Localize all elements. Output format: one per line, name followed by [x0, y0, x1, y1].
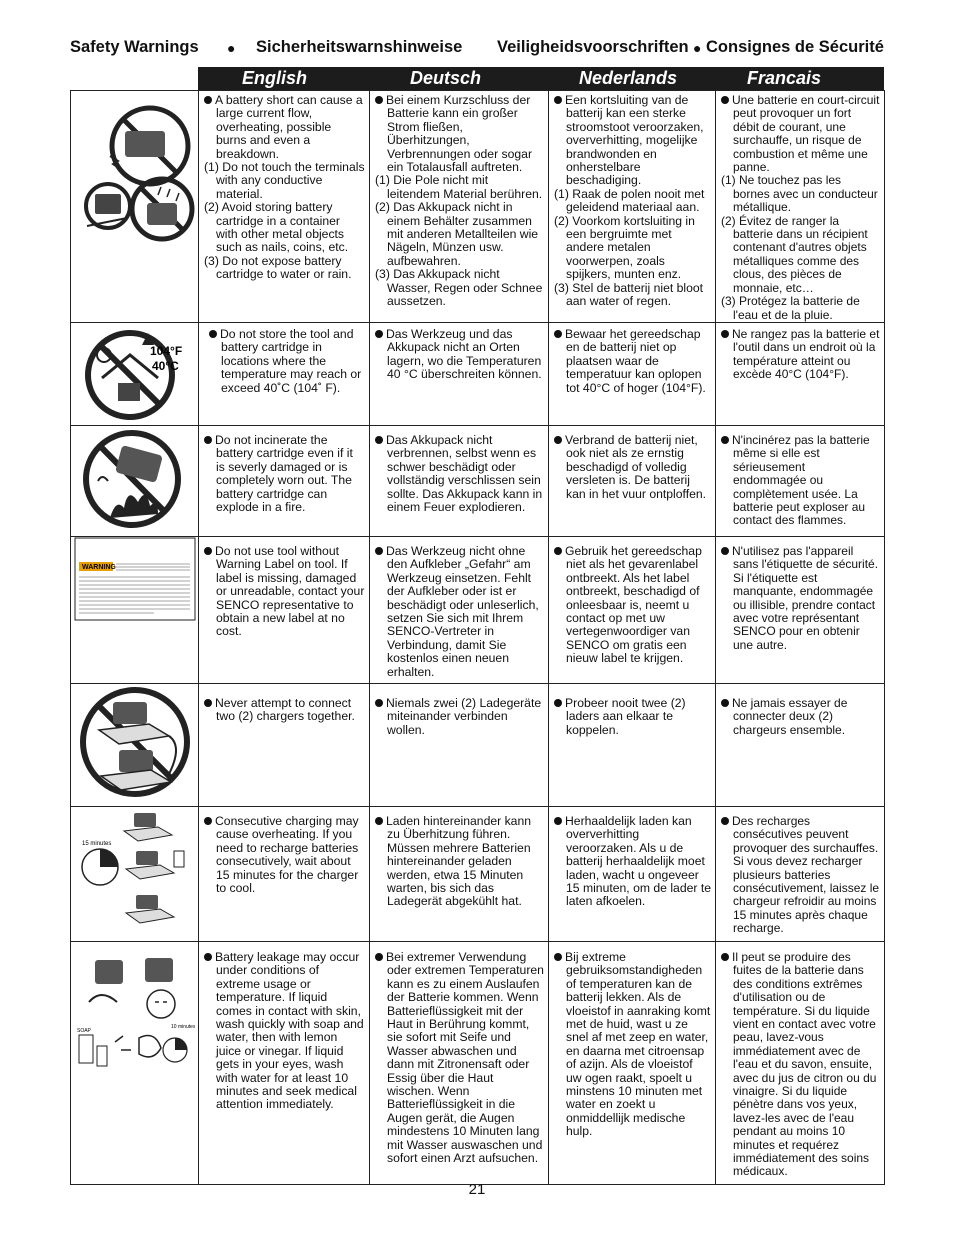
nl-text: Bewaar het gereedschap en de batterij niet op plaatsen waar de temperatuur kan oplopen tot 40°C of hoger (104°F).: [565, 326, 706, 395]
no-fire-icon: [80, 426, 190, 532]
en-cell: [199, 91, 370, 323]
fr-text: Des recharges consécutives peuvent provoquer des surchauffes. Si vous devez recharger plusieurs batteries consécutivement, laissez le chargeur refroidir au moins 15 minutes après chaque recharge.: [732, 813, 880, 936]
lang-francais: Francais: [747, 68, 822, 88]
nl-cell: [549, 322, 716, 425]
nl-cell: [549, 683, 716, 806]
en-cell: [199, 941, 370, 1184]
table-row: [71, 806, 885, 941]
image-cell: [71, 683, 199, 806]
bullet-icon: [375, 953, 383, 961]
bullet-icon: [375, 699, 383, 707]
header-title-de: Sicherheitswarnshinweise: [256, 38, 463, 56]
fr-text: N'incinérez pas la batterie même si elle est sérieusement endommagée ou complètement usée. La batterie peut exploser au contact des flammes.: [732, 432, 870, 528]
en-text: Do not incinerate the battery cartridge even if it is severly damaged or is completely worn out. The battery cartridge can explode in a fire.: [215, 432, 353, 514]
lang-deutsch: Deutsch: [410, 68, 482, 88]
en-cell: [199, 806, 370, 941]
de-cell: [370, 683, 549, 806]
table-row: [71, 91, 885, 323]
de-sub: (3) Das Akkupack nicht Wasser, Regen oder Schnee aussetzen.: [375, 267, 543, 309]
no-connected-chargers-icon: [77, 684, 193, 800]
de-sub: (1) Die Pole nicht mit leitendem Material berühren.: [375, 173, 543, 201]
bullet-icon: [209, 330, 217, 338]
bullet-icon: [721, 953, 729, 961]
fr-cell: [716, 322, 885, 425]
fr-text: Ne jamais essayer de connecter deux (2) chargeurs ensemble.: [732, 695, 848, 737]
fr-sub: (1) Ne touchez pas les bornes avec un conducteur métallique.: [721, 173, 878, 215]
fr-cell: [716, 683, 885, 806]
header-title-en: Safety Warnings: [70, 38, 199, 56]
bullet-icon: [375, 436, 383, 444]
temp-label-c: 40°C: [151, 358, 179, 373]
de-cell: [370, 91, 549, 323]
image-cell: [71, 941, 199, 1184]
en-sub: (2) Avoid storing battery cartridge in a container with other metal objects such as nails, coins, etc.: [204, 200, 349, 255]
nl-cell: [549, 91, 716, 323]
nl-text: Gebruik het gereedschap niet als het gevarenlabel ontbreekt. Als het label ontbreekt, beschadigd of onleesbaar is, neemt u contact op met uw vertegenwoordiger van SENCO om gratis een nieuw label te krijgen.: [565, 543, 702, 666]
bullet-icon: [721, 547, 729, 555]
fr-sub: (3) Protégez la batterie de l'eau et de la pluie.: [721, 294, 860, 322]
clock-label: 15 minutes: [81, 840, 111, 847]
nl-cell: [549, 941, 716, 1184]
image-cell: [71, 322, 199, 425]
minutes-label: 10 minutes: [170, 1023, 195, 1030]
language-bar: [198, 67, 884, 90]
de-text: Das Akkupack nicht verbrennen, selbst wenn es schwer beschädigt oder vollständig verschlissen sein sollte. Das Akkupack kann in einem Feuer explodieren.: [386, 432, 543, 514]
consecutive-charging-icon: [74, 807, 196, 935]
bullet-icon: [554, 953, 562, 961]
de-text: Bei einem Kurzschluss der Batterie kann ein großer Strom fließen, Überhitzungen, Verbrennungen oder sogar ein Totalausfall auftreten.: [386, 93, 533, 175]
fr-cell: [716, 536, 885, 683]
battery-short-circuit-icon: [75, 91, 195, 291]
nl-cell: [549, 806, 716, 941]
bullet-icon: [554, 96, 562, 104]
de-cell: [370, 536, 549, 683]
fr-cell: [716, 941, 885, 1184]
bullet-icon: [375, 330, 383, 338]
header-title-nl: Veiligheidsvoorschriften: [497, 38, 689, 56]
de-text: Laden hintereinander kann zu Überhitzung führen. Müssen mehrere Batterien hintereinander geladen werden, etwa 15 Minuten warten, bis sich das Ladegerät abgekühlt hat.: [386, 813, 532, 909]
fr-text: Une batterie en court-circuit peut provoquer un fort débit de courant, une surchauffe, un risque de combustion et même une panne.: [732, 93, 880, 175]
de-text: Das Werkzeug und das Akkupack nicht an Orten lagern, wo die Temperaturen 40 °C überschreiten können.: [386, 326, 542, 382]
header-separator: ●: [227, 40, 236, 56]
table-row: [71, 536, 885, 683]
temp-label-f: 104°F: [149, 343, 182, 358]
nl-text: Verbrand de batterij niet, ook niet als ze ernstig beschadigd of volledig versleten is. De batterij kan in het vuur ontploffen.: [565, 432, 707, 501]
bullet-icon: [375, 96, 383, 104]
en-text: Never attempt to connect two (2) chargers together.: [215, 695, 355, 724]
soap-label: SOAP: [76, 1027, 91, 1034]
nl-text: Bij extreme gebruiksomstandigheden of temperaturen kan de batterij lekken. Als de vloeistof in aanraking komt met de huid, wast u ze snel af met zeep en water, en daarna met citroensap of azijn. Als de vloeistof uw ogen raakt, spoelt u minstens 10 minuten met water en zoekt u onmiddellijk medische hulp.: [565, 949, 711, 1139]
table-row: [71, 425, 885, 536]
en-sub: (1) Do not touch the terminals with any conductive material.: [204, 160, 365, 201]
fr-cell: [716, 91, 885, 323]
warning-label-image: [74, 537, 196, 621]
en-text: Consecutive charging may cause overheating. If you need to recharge batteries consecutively, wait about 15 minutes for the charger to cool.: [215, 813, 359, 895]
nl-sub: (2) Voorkom kortsluiting in een bergruimte met andere metalen voorwerpen, zoals spijkers, munten enz.: [554, 213, 695, 282]
bullet-icon: [721, 699, 729, 707]
bullet-icon: [721, 436, 729, 444]
en-text: Do not use tool without Warning Label on tool. If label is missing, damaged or unreadable, contact your SENCO representative to obtain a new label at no cost.: [215, 543, 365, 639]
header-title-fr: Consignes de Sécurité: [706, 38, 884, 56]
bullet-icon: [554, 547, 562, 555]
de-text: Bei extremer Verwendung oder extremen Temperaturen kann es zu einem Auslaufen der Batterie kommen. Wenn Batterieflüssigkeit mit der Haut in Berührung kommt, sie sofort mit Seife und Wasser abwaschen und dann mit Zitronensaft oder Essig über die Haut wischen. Wenn Batterieflüssigkeit in die Augen gerät, die Augen mindestens 10 Minuten lang mit Wasser auswaschen und sofort einen Arzt aufsuchen.: [386, 949, 544, 1165]
bullet-icon: [554, 330, 562, 338]
header-separator: ●: [693, 40, 702, 56]
fr-sub: (2) Évitez de ranger la batterie dans un récipient contenant d'autres objets métalliques comme des clous, des pièces de monnaie, etc…: [721, 213, 868, 295]
bullet-icon: [204, 817, 212, 825]
de-cell: [370, 941, 549, 1184]
en-cell: [199, 683, 370, 806]
de-sub: (2) Das Akkupack nicht in einem Behälter zusammen mit anderen Metallteilen wie Nägeln, Münzen usw. aufbewahren.: [375, 200, 539, 268]
nl-cell: [549, 425, 716, 536]
en-sub: (3) Do not expose battery cartridge to water or rain.: [204, 253, 352, 282]
de-text: Niemals zwei (2) Ladegeräte miteinander verbinden wollen.: [386, 695, 542, 737]
table-row: [71, 941, 885, 1184]
bullet-icon: [554, 699, 562, 707]
lang-english: English: [242, 68, 308, 88]
temperature-warning-icon: [80, 323, 190, 421]
bullet-icon: [204, 953, 212, 961]
image-cell: [71, 806, 199, 941]
bullet-icon: [554, 436, 562, 444]
lang-nederlands: Nederlands: [579, 68, 678, 88]
bullet-icon: [204, 699, 212, 707]
fr-text: Il peut se produire des fuites de la batterie dans des conditions extrêmes d'utilisation ou de température. Si du liquide vient en contact avec votre peau, lavez-vous immédiatement avec de l'eau et du savon, ensuite, avec du jus de citron ou du vinaigre. Si du liquide pénètre dans vos yeux, lavez-les avec de l'eau pendant au moins 10 minutes et requérez immédiatement des soins médicaux.: [732, 949, 877, 1179]
en-text: Battery leakage may occur under conditions of extreme usage or temperature. If liquid comes in contact with skin, wash quickly with soap and water, then with lemon juice or vinegar. If liquid gets in your eyes, wash with water for at least 10 minutes and seek medical attention immediately.: [215, 949, 364, 1112]
safety-table: [70, 90, 885, 1185]
warning-label-word: WARNING: [81, 563, 116, 571]
de-cell: [370, 806, 549, 941]
bullet-icon: [204, 547, 212, 555]
bullet-icon: [721, 96, 729, 104]
battery-leakage-icon: [75, 942, 195, 1092]
table-row: [71, 683, 885, 806]
nl-sub: (1) Raak de polen nooit met geleidend materiaal aan.: [554, 186, 705, 215]
nl-text: Een kortsluiting van de batterij kan een sterke stroomstoot veroorzaken, oververhitting, mogelijke brandwonden en onherstelbare beschadiging.: [565, 93, 704, 188]
table-row: [71, 322, 885, 425]
en-cell: [199, 536, 370, 683]
nl-text: Herhaaldelijk laden kan oververhitting veroorzaken. Als u de batterij herhaaldelijk moet laden, wacht u ongeveer 15 minuten, om de lader te laten afkoelen.: [565, 813, 711, 909]
en-cell: [199, 425, 370, 536]
de-cell: [370, 322, 549, 425]
image-cell: [71, 536, 199, 683]
fr-cell: [716, 425, 885, 536]
bullet-icon: [554, 817, 562, 825]
nl-cell: [549, 536, 716, 683]
bullet-icon: [204, 96, 212, 104]
en-text: Do not store the tool and battery cartridge in locations where the temperature may reach or exceed 40˚C (104˚ F).: [220, 326, 362, 395]
bullet-icon: [721, 817, 729, 825]
en-text: A battery short can cause a large current flow, overheating, possible burns and even a breakdown.: [215, 93, 363, 161]
fr-cell: [716, 806, 885, 941]
page-header: [70, 38, 900, 64]
de-cell: [370, 425, 549, 536]
nl-sub: (3) Stel de batterij niet bloot aan water of regen.: [554, 280, 704, 309]
fr-text: N'utilisez pas l'appareil sans l'étiquette de sécurité. Si l'étiquette est manquante, endommagée ou illisible, prendre contact avec votre représentant SENCO pour en obtenir une autre.: [732, 543, 879, 652]
image-cell: [71, 425, 199, 536]
de-text: Das Werkzeug nicht ohne den Aufkleber „Gefahr“ am Werkzeug einsetzen. Fehlt der Aufkleber oder ist er beschädigt oder unleserlich, setzen Sie sich mit Ihrem SENCO-Vertreter in Verbindung, damit Sie kostenlos einen neuen erhalten.: [386, 543, 539, 679]
image-cell: [71, 91, 199, 323]
nl-text: Probeer nooit twee (2) laders aan elkaar te koppelen.: [565, 695, 686, 737]
bullet-icon: [204, 436, 212, 444]
bullet-icon: [375, 547, 383, 555]
page-number: 21: [468, 1181, 486, 1198]
bullet-icon: [375, 817, 383, 825]
fr-text: Ne rangez pas la batterie et l'outil dans un endroit où la température atteint ou excède 40°C (104°F).: [732, 326, 880, 382]
en-cell: [199, 322, 370, 425]
bullet-icon: [721, 330, 729, 338]
